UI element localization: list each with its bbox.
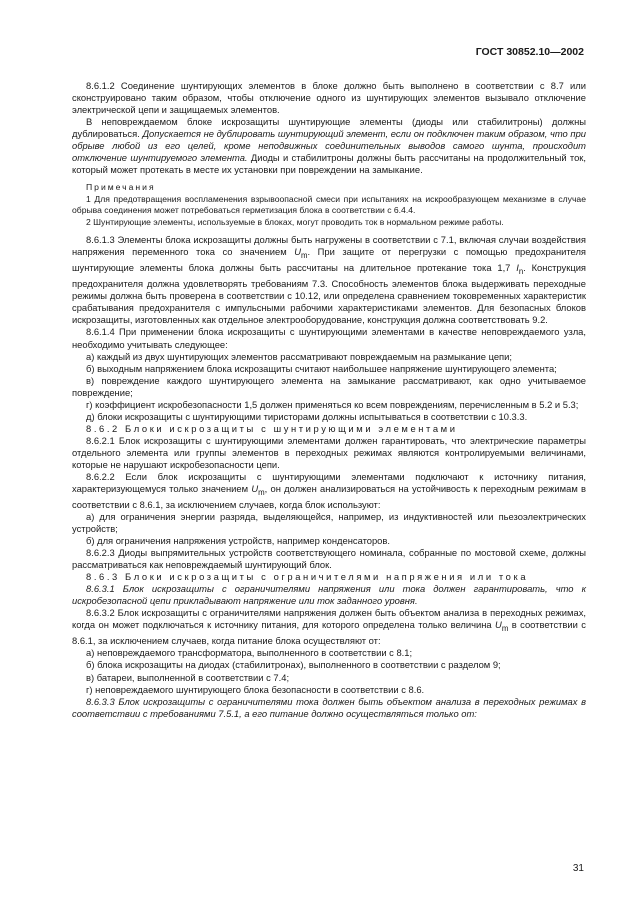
paragraph-8-6-2-1: 8.6.2.1 Блок искрозащиты с шунтирующими элементами должен гарантировать, что электрические параметры отдельного элемента или группы элементов в переходных режимах являются контролируемыми величинами, которые не нарушают искробезопасности цепи. — [72, 434, 586, 470]
list-item-d: д) блоки искрозащиты с шунтирующими тиристорами должны испытываться в соответствии с 10.3.3. — [86, 410, 528, 422]
list-item-b: б) блока искрозащиты на диодах (стабилитронах), выполненного в соответствии с разделом 9; — [86, 659, 501, 671]
list-item-v: в) повреждение каждого шунтирующего элемента на замыкание рассматривают, как одно учитываемое повреждение; — [72, 374, 586, 398]
paragraph-8-6-2-3: 8.6.2.3 Диоды выпрямительных устройств соответствующего номинала, собранные по мостовой схеме, должны рассматриваться как неповреждаемый шунтирующий блок. — [72, 547, 586, 571]
text-run: в соответствии с 8.6.1, за исключением случаев, когда питание блока осуществляют от: — [72, 619, 586, 647]
list-item-g: г) неповреждаемого шунтирующего блока безопасности в соответствии с 8.6. — [86, 683, 425, 695]
symbol-u: U — [251, 483, 259, 495]
standard-header: ГОСТ 30852.10—2002 — [475, 46, 584, 58]
section-heading-8-6-3: 8.6.3 Блоки искрозащиты с ограничителями напряжения или тока — [86, 571, 529, 583]
list-item-v: в) батареи, выполненной в соответствии с 7.4; — [86, 671, 290, 683]
list-item-a: а) неповреждаемого трансформатора, выполненного в соответствии с 8.1; — [86, 647, 413, 659]
list-item-a: а) каждый из двух шунтирующих элементов рассматривают повреждаемым на размыкание цепи; — [86, 350, 512, 362]
text-run: 8.6.2.2 Если блок искрозащиты с шунтирующими элементами подключают к источнику питания, характеризующемуся только значением — [72, 471, 586, 495]
note-1: 1 Для предотвращения воспламенения взрывоопасной смеси при испытаниях на искрообразующем механизме в случае обрыва соединения может потребоваться герметизация блока в соответствии с 6.4.4. — [72, 193, 586, 216]
text-run: , он должен анализироваться на устойчивость к переходным режимам в соответствии с 8.6.1, за исключением случаев, когда блок используют: — [72, 483, 586, 510]
text-run: В неповреждаемом блоке искрозащиты шунтирующие элементы (диоды или стабилитроны) должны дублироваться. — [72, 116, 586, 140]
text-run: 8.6.1.3 Элементы блока искрозащиты должны быть нагружены в соответствии с 7.1, включая случаи воздействия напряжения переменного тока со значением — [72, 234, 586, 258]
paragraph-8-6-2-2 — [72, 471, 586, 511]
subscript: m — [300, 251, 308, 261]
paragraph-shunt-duplication — [72, 116, 586, 176]
italic-text-run: 8.6.3.3 Блок искрозащиты с ограничителями тока должен быть объектом анализа в переходных режимах в соответствии с требованиями 7.5.1, а его питание должно осуществляться только от: — [72, 695, 586, 719]
page-number: 31 — [572, 863, 584, 874]
italic-text-run: Допускается не дублировать шунтирующий элемент, если он подключен таким образом, что при обрыве любой из его целей, кроме неподвижных соединительных выводов самого шунта, происходит отключение шунтируемого элемента. — [72, 128, 586, 164]
paragraph-8-6-1-2: 8.6.1.2 Соединение шунтирующих элементов в блоке должно быть выполнено в соответствии с 8.7 или сконструировано таким образом, чтобы отключение одного из шунтирующих элементов вызывало отключение электрической цепи и защищаемых элементов. — [72, 80, 586, 116]
symbol-u: U — [294, 246, 301, 258]
italic-text-run: 8.6.3.1 Блок искрозащиты с ограничителями напряжения или тока должен гарантировать, что к искробезопасной цепи прикладывают напряжение или ток заданного уровня. — [72, 583, 586, 607]
notes-title: Примечания — [86, 182, 156, 193]
list-item-g: г) коэффициент искробезопасности 1,5 должен применяться ко всем повреждениям, перечисленным в 5.2 и 5.3; — [86, 398, 579, 410]
subscript: m — [501, 624, 509, 634]
text-run: 8.6.3.2 Блок искрозащиты с ограничителями напряжения должен быть объектом анализа в переходных режимах, когда он может подключаться к источнику питания, для которого определена только величина — [72, 607, 586, 631]
text-run: . Конструкция предохранителя должна удовлетворять требованиям 7.3. Способность элементов блока выдерживать переходные режимы должна быть проверена в соответствии с 10.12, или определена сравнением токовременных характеристик срабатывания предохранителя с импульсными рабочими характеристиками элементов. Для безопасных блоков искрозащиты, изготовленных как отдельное электрооборудование, конструкция должна соответствовать 9.2. — [72, 262, 587, 326]
list-item-b: б) выходным напряжением блока искрозащиты считают наибольшее напряжение шунтирующего элемента; — [86, 362, 557, 374]
list-item-b: б) для ограничения напряжения устройств, например конденсаторов. — [86, 535, 390, 547]
symbol-i: I — [516, 262, 519, 274]
text-run: . При защите от перегрузки с помощью предохранителя шунтирующие элементы блока должны быть рассчитаны на длительное протекание тока 1,7 — [72, 246, 586, 274]
subscript: n — [518, 267, 524, 277]
section-heading-8-6-2: 8.6.2 Блоки искрозащиты с шунтирующими элементами — [86, 422, 458, 434]
text-run: Диоды и стабилитроны должны быть рассчитаны на продолжительный ток, который может протекать в месте их установки при повреждении на замыкание. — [72, 152, 586, 176]
paragraph-8-6-1-3 — [72, 234, 586, 326]
document-body — [72, 80, 586, 720]
paragraph-8-6-3-3 — [72, 696, 586, 720]
notes-block — [72, 182, 586, 228]
list-item-a: а) для ограничения энергии разряда, выделяющейся, например, из индуктивностей или пьезоэлектрических устройств; — [72, 511, 586, 535]
paragraph-8-6-1-4: 8.6.1.4 При применении блока искрозащиты с шунтирующими элементами в качестве неповреждаемого узла, необходимо учитывать следующее: — [72, 326, 586, 350]
note-2: 2 Шунтирующие элементы, используемые в блоках, могут проводить ток в нормальном режиме работы. — [86, 216, 504, 227]
paragraph-8-6-3-2 — [72, 607, 586, 647]
subscript: m — [258, 487, 265, 497]
paragraph-8-6-3-1 — [72, 583, 586, 607]
symbol-u: U — [495, 619, 502, 631]
